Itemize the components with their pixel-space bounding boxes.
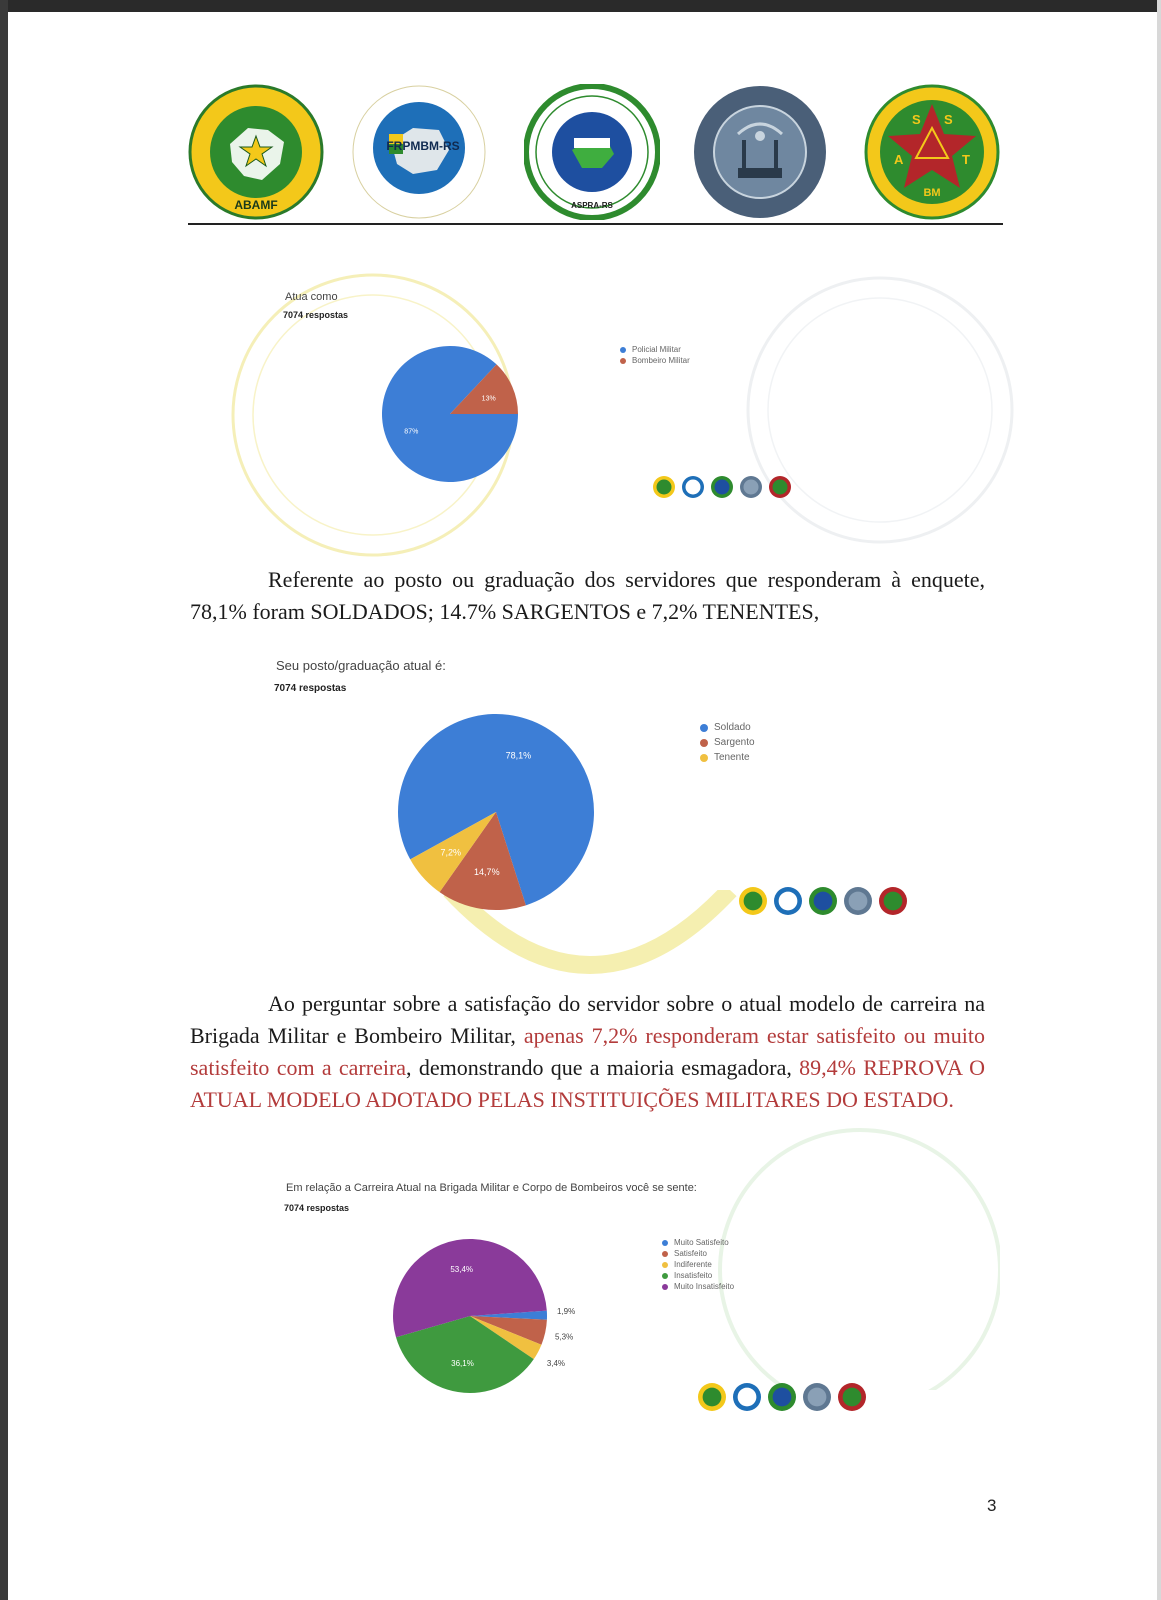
chart2-legend-dot xyxy=(700,739,708,747)
mini-aspra-icon xyxy=(808,886,838,916)
paragraph-posto-graduacao: Referente ao posto ou graduação dos servidores que responderam à enquete, 78,1% foram SOLDADOS; 14.7% SARGENTOS e 7,2% TENENTES, xyxy=(190,567,985,624)
chart3-data-label: 5,3% xyxy=(554,1332,574,1342)
chart1-title: Atua como xyxy=(285,291,338,303)
chart2-legend-label: Tenente xyxy=(714,752,750,763)
chart2-data-label: 7,2% xyxy=(440,847,462,858)
chart3-legend-label: Muito Satisfeito xyxy=(674,1238,729,1247)
chart2-count: 7074 respostas xyxy=(274,683,347,694)
chart2-legend xyxy=(700,722,755,767)
chart3-legend-item xyxy=(662,1271,734,1280)
mini-abamf-icon xyxy=(652,475,676,499)
scan-border-left xyxy=(0,0,8,1600)
chart3-legend-item xyxy=(662,1260,734,1269)
paragraph-satisfacao-part2: , demonstrando que a maioria esmagadora, xyxy=(406,1055,800,1080)
chart3-legend-label: Muito Insatisfeito xyxy=(674,1282,735,1291)
chart3-data-label: 53,4% xyxy=(450,1264,474,1274)
chart3-legend-dot xyxy=(662,1262,668,1268)
header-rule xyxy=(188,223,1003,225)
chart1-legend-dot xyxy=(620,347,626,353)
chart1-data-label: 87% xyxy=(404,428,419,436)
watermark-seal-lower-right xyxy=(700,1110,1000,1390)
chart1-data-label: 13% xyxy=(481,395,496,403)
paragraph-satisfacao-highlight1: apenas 7,2% responderam estar satisfeito ou muito satisfeito com a carreira xyxy=(190,1023,985,1080)
chart2-data-label: 78,1% xyxy=(505,750,532,761)
chart2-legend-label: Soldado xyxy=(714,722,751,733)
mini-frpmbm-icon xyxy=(681,475,705,499)
chart3-mini-logos xyxy=(697,1382,872,1412)
chart2-data-label: 14,7% xyxy=(474,867,500,878)
frpmbm-logo xyxy=(351,84,487,220)
header-logos xyxy=(188,84,1003,224)
chart3-legend-dot xyxy=(662,1251,668,1257)
chart2-legend-item xyxy=(700,752,755,763)
chart3-data-label: 3,4% xyxy=(546,1358,566,1368)
asstbm-letter-t: T xyxy=(962,152,970,167)
aspra-label: ASPRA-RS xyxy=(571,201,613,210)
chart1-pie xyxy=(380,344,520,484)
chart3-legend-item xyxy=(662,1238,734,1247)
chart3-legend xyxy=(662,1238,734,1293)
mini-frpmbm-icon xyxy=(773,886,803,916)
mini-abamf-icon xyxy=(697,1382,727,1412)
chart2-legend-dot xyxy=(700,754,708,762)
mini-asstbm-icon xyxy=(837,1382,867,1412)
chart2-legend-dot xyxy=(700,724,708,732)
asstbm-letter-a: A xyxy=(894,152,904,167)
scan-border-top xyxy=(0,0,1161,12)
asstbm-label: BM xyxy=(923,187,941,199)
chart2-legend-item xyxy=(700,722,755,733)
paragraph-satisfacao-highlight2: 89,4% REPROVA O ATUAL MODELO ADOTADO PELAS INSTITUIÇÕES MILITARES DO ESTADO. xyxy=(190,1055,986,1112)
chart2-legend-label: Sargento xyxy=(714,737,755,748)
chart3-count: 7074 respostas xyxy=(284,1203,350,1213)
chart1-legend-item xyxy=(620,356,690,365)
chart1-legend xyxy=(620,345,690,367)
chart2-pie xyxy=(396,712,596,912)
chart1-legend-label: Bombeiro Militar xyxy=(632,356,690,365)
asstbm-logo xyxy=(864,84,1000,220)
mini-asstbm-icon xyxy=(878,886,908,916)
page-number: 3 xyxy=(987,1496,997,1515)
chart3-legend-dot xyxy=(662,1273,668,1279)
asstbm-letter-s2: S xyxy=(944,112,953,127)
mini-oficiais-icon xyxy=(802,1382,832,1412)
chart3-legend-item xyxy=(662,1282,734,1291)
aspra-logo xyxy=(524,84,660,220)
oficiais-logo xyxy=(692,84,828,220)
chart3-legend-label: Insatisfeito xyxy=(674,1271,713,1280)
chart3-legend-item xyxy=(662,1249,734,1258)
mini-oficiais-icon xyxy=(739,475,763,499)
abamf-logo xyxy=(188,84,324,220)
chart3-legend-label: Indiferente xyxy=(674,1260,712,1269)
chart1-mini-logos xyxy=(652,475,797,499)
chart3-legend-dot xyxy=(662,1284,668,1290)
chart2-legend-item xyxy=(700,737,755,748)
chart1-legend-label: Policial Militar xyxy=(632,345,681,354)
chart3-pie xyxy=(392,1236,582,1396)
frpmbm-label: FRPMBM-RS xyxy=(386,139,460,153)
mini-oficiais-icon xyxy=(843,886,873,916)
mini-aspra-icon xyxy=(710,475,734,499)
chart3-legend-label: Satisfeito xyxy=(674,1249,707,1258)
mini-asstbm-icon xyxy=(768,475,792,499)
chart3-data-label: 1,9% xyxy=(556,1307,576,1317)
mini-aspra-icon xyxy=(767,1382,797,1412)
mini-frpmbm-icon xyxy=(732,1382,762,1412)
chart1-count: 7074 respostas xyxy=(283,310,349,320)
chart2-title: Seu posto/graduação atual é: xyxy=(276,658,446,673)
chart3-title: Em relação a Carreira Atual na Brigada Militar e Corpo de Bombeiros você se sente: xyxy=(286,1182,697,1194)
chart1-legend-dot xyxy=(620,358,626,364)
chart1-legend-item xyxy=(620,345,690,354)
abamf-label: ABAMF xyxy=(234,198,278,212)
asstbm-letter-s1: S xyxy=(912,112,921,127)
chart3-data-label: 36,1% xyxy=(451,1359,474,1369)
chart3-legend-dot xyxy=(662,1240,668,1246)
paragraph-satisfacao xyxy=(190,988,985,1116)
paragraph-satisfacao-part1: Ao perguntar sobre a satisfação do servidor sobre o atual modelo de carreira na Brigada Militar e Bombeiro Militar, xyxy=(190,991,985,1048)
chart2-mini-logos xyxy=(738,886,913,916)
scan-border-right xyxy=(1157,0,1161,1600)
mini-abamf-icon xyxy=(738,886,768,916)
watermark-seal-right xyxy=(740,270,1020,550)
